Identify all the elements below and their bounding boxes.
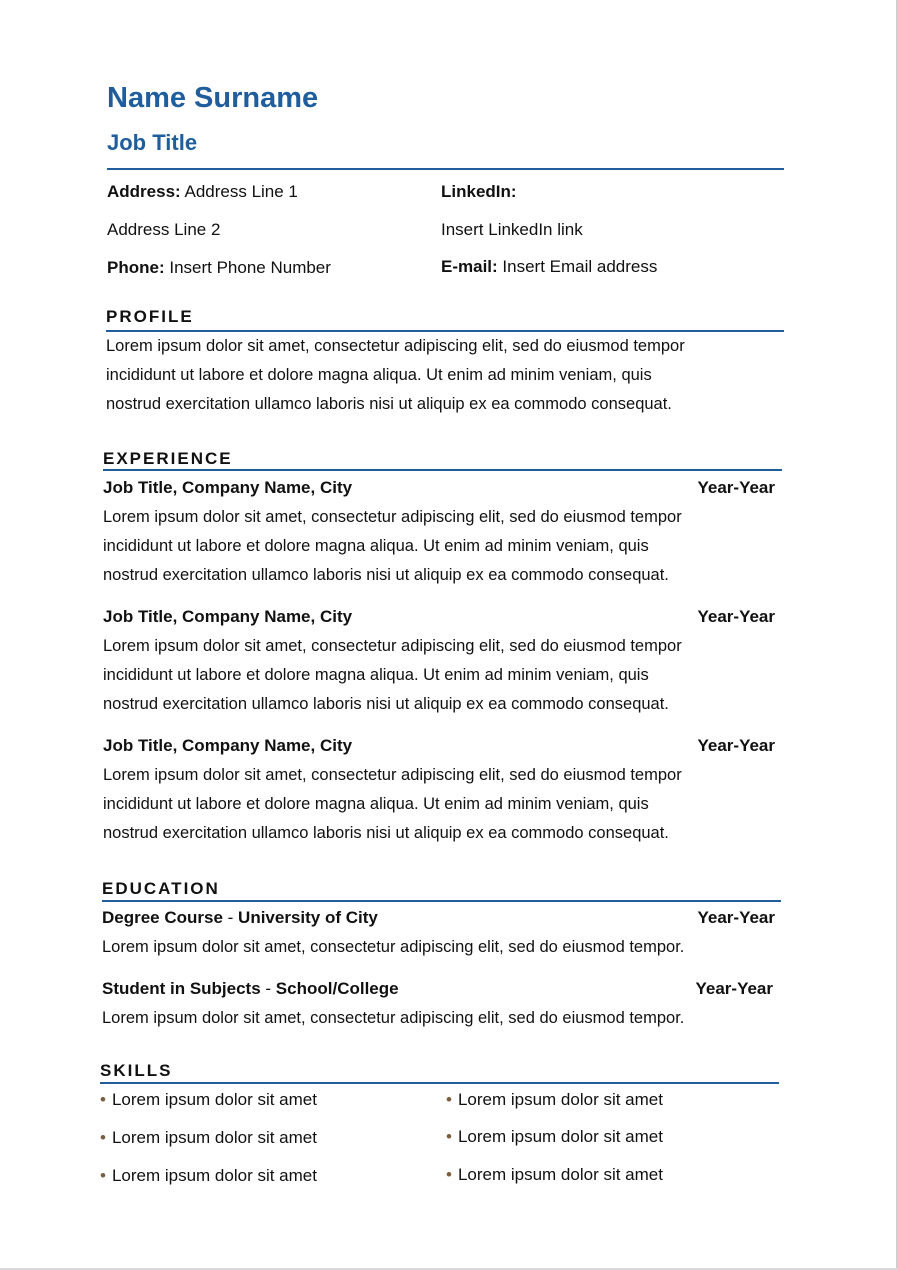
education-divider [102, 900, 781, 902]
address-label: Address: [107, 182, 181, 201]
experience-job-title: Job Title, Company Name, City [103, 478, 353, 497]
bullet-icon: • [446, 1165, 452, 1184]
header-divider [107, 168, 784, 170]
phone-label: Phone: [107, 258, 165, 277]
skill-item [100, 1090, 317, 1110]
degree-separator: - [222, 908, 239, 927]
profile-line: incididunt ut labore et dolore magna aliqua. Ut enim ad minim veniam, quis [106, 366, 652, 384]
skill-label: Lorem ipsum dolor sit amet [457, 1165, 663, 1184]
degree-name: Degree Course [102, 908, 223, 927]
education-degree [102, 908, 378, 928]
skill-item [446, 1090, 663, 1110]
phone-line [107, 258, 331, 278]
experience-years: Year-Year [697, 736, 775, 755]
experience-divider [103, 469, 782, 471]
bullet-icon: • [446, 1127, 452, 1146]
skill-label: Lorem ipsum dolor sit amet [457, 1127, 663, 1146]
experience-heading: EXPERIENCE [103, 449, 233, 468]
address-line-1 [107, 182, 298, 202]
skill-label: Lorem ipsum dolor sit amet [111, 1090, 317, 1109]
profile-heading: PROFILE [106, 307, 194, 326]
education-description: Lorem ipsum dolor sit amet, consectetur adipiscing elit, sed do eiusmod tempor. [102, 1009, 685, 1027]
address-value-1: Address Line 1 [184, 182, 298, 201]
email-label: E-mail: [441, 257, 498, 276]
experience-description [103, 503, 763, 590]
linkedin-value: Insert LinkedIn link [441, 220, 583, 239]
degree-separator: - [260, 979, 276, 998]
skill-label: Lorem ipsum dolor sit amet [111, 1166, 317, 1185]
profile-line: nostrud exercitation ullamco laboris nisi ut aliquip ex ea commodo consequat. [106, 395, 672, 413]
experience-description [103, 761, 763, 848]
experience-description [103, 632, 763, 719]
skill-item [100, 1128, 317, 1148]
profile-line: Lorem ipsum dolor sit amet, consectetur adipiscing elit, sed do eiusmod tempor [106, 337, 685, 355]
education-years: Year-Year [697, 908, 775, 927]
skill-label: Lorem ipsum dolor sit amet [111, 1128, 317, 1147]
phone-value: Insert Phone Number [169, 258, 331, 277]
address-line-2: Address Line 2 [107, 220, 221, 239]
experience-line: Lorem ipsum dolor sit amet, consectetur adipiscing elit, sed do eiusmod tempor [103, 766, 682, 784]
experience-line: incididunt ut labore et dolore magna aliqua. Ut enim ad minim veniam, quis [103, 666, 649, 684]
experience-line: nostrud exercitation ullamco laboris nisi ut aliquip ex ea commodo consequat. [103, 824, 669, 842]
experience-line: nostrud exercitation ullamco laboris nisi ut aliquip ex ea commodo consequat. [103, 695, 669, 713]
linkedin-line [441, 182, 517, 202]
skill-label: Lorem ipsum dolor sit amet [457, 1090, 663, 1109]
bullet-icon: • [446, 1090, 452, 1109]
experience-line: incididunt ut labore et dolore magna aliqua. Ut enim ad minim veniam, quis [103, 795, 649, 813]
school-name: University of City [238, 908, 378, 927]
education-heading: EDUCATION [102, 879, 220, 898]
skills-heading: SKILLS [100, 1061, 173, 1080]
candidate-job-title: Job Title [107, 130, 198, 155]
experience-line: Lorem ipsum dolor sit amet, consectetur adipiscing elit, sed do eiusmod tempor [103, 637, 682, 655]
experience-line: Lorem ipsum dolor sit amet, consectetur adipiscing elit, sed do eiusmod tempor [103, 508, 682, 526]
degree-name: Student in Subjects [102, 979, 261, 998]
bullet-icon: • [100, 1090, 106, 1109]
experience-years: Year-Year [697, 478, 775, 497]
experience-years: Year-Year [697, 607, 775, 626]
email-value: Insert Email address [502, 257, 658, 276]
candidate-name: Name Surname [107, 82, 319, 114]
experience-line: nostrud exercitation ullamco laboris nisi ut aliquip ex ea commodo consequat. [103, 566, 669, 584]
skills-divider [100, 1082, 779, 1084]
skill-item [446, 1165, 663, 1185]
linkedin-label: LinkedIn: [441, 182, 517, 201]
profile-text [106, 332, 766, 419]
email-line [441, 257, 657, 277]
education-degree [102, 979, 399, 999]
education-description: Lorem ipsum dolor sit amet, consectetur adipiscing elit, sed do eiusmod tempor. [102, 938, 685, 956]
experience-line: incididunt ut labore et dolore magna aliqua. Ut enim ad minim veniam, quis [103, 537, 649, 555]
bullet-icon: • [100, 1128, 106, 1147]
school-name: School/College [275, 979, 399, 998]
experience-job-title: Job Title, Company Name, City [103, 607, 353, 626]
experience-job-title: Job Title, Company Name, City [103, 736, 353, 755]
bullet-icon: • [100, 1166, 106, 1185]
skill-item [100, 1166, 317, 1186]
education-years: Year-Year [695, 979, 773, 998]
skill-item [446, 1127, 663, 1147]
